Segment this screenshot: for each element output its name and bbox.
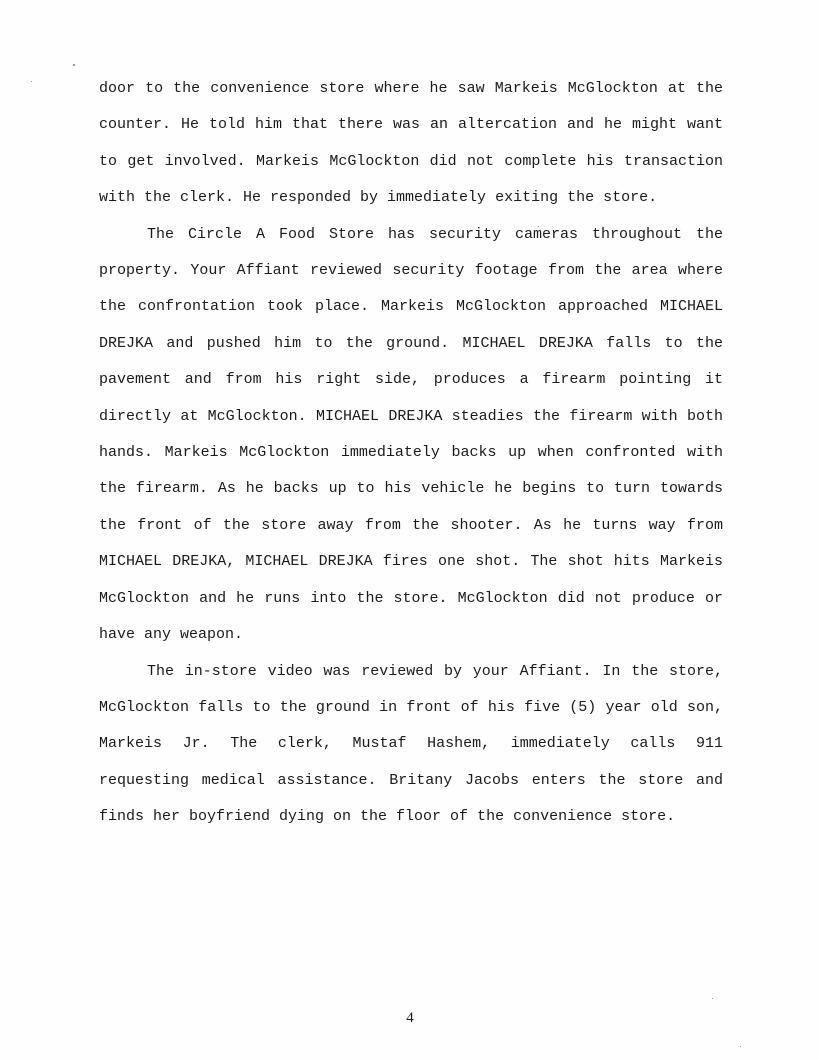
scan-speck <box>712 998 713 999</box>
document-body <box>99 71 723 836</box>
scan-speck <box>740 1046 741 1047</box>
paragraph-3: The in-store video was reviewed by your Affiant. In the store, McGlockton falls to the ground in front of his five (5) year old son, Markeis Jr. The clerk, Mustaf Hashem, immediately calls 911 requesting medical assistance. Britany Jacobs enters the store and finds her boyfriend dying on the floor of the convenience store. <box>99 662 723 826</box>
page-number: 4 <box>406 1010 414 1026</box>
paragraph-1: door to the convenience store where he saw Markeis McGlockton at the counter. He told him that there was an altercation and he might want to get involved. Markeis McGlockton did not complete his transaction with the clerk. He responded by immediately exiting the store. <box>99 80 723 207</box>
scan-speck <box>31 81 32 82</box>
paragraph-2: The Circle A Food Store has security cameras throughout the property. Your Affiant reviewed security footage from the area where the confrontation took place. Markeis McGlockton approached MICHAEL DREJKA and pushed him to the ground. MICHAEL DREJKA falls to the pavement and from his right side, produces a firearm pointing it directly at McGlockton. MICHAEL DREJKA steadies the firearm with both hands. Markeis McGlockton immediately backs up when confronted with the firearm. As he backs up to his vehicle he begins to turn towards the front of the store away from the shooter. As he turns way from MICHAEL DREJKA, MICHAEL DREJKA fires one shot. The shot hits Markeis McGlockton and he runs into the store. McGlockton did not produce or have any weapon. <box>99 225 723 644</box>
scan-speck <box>73 64 75 66</box>
